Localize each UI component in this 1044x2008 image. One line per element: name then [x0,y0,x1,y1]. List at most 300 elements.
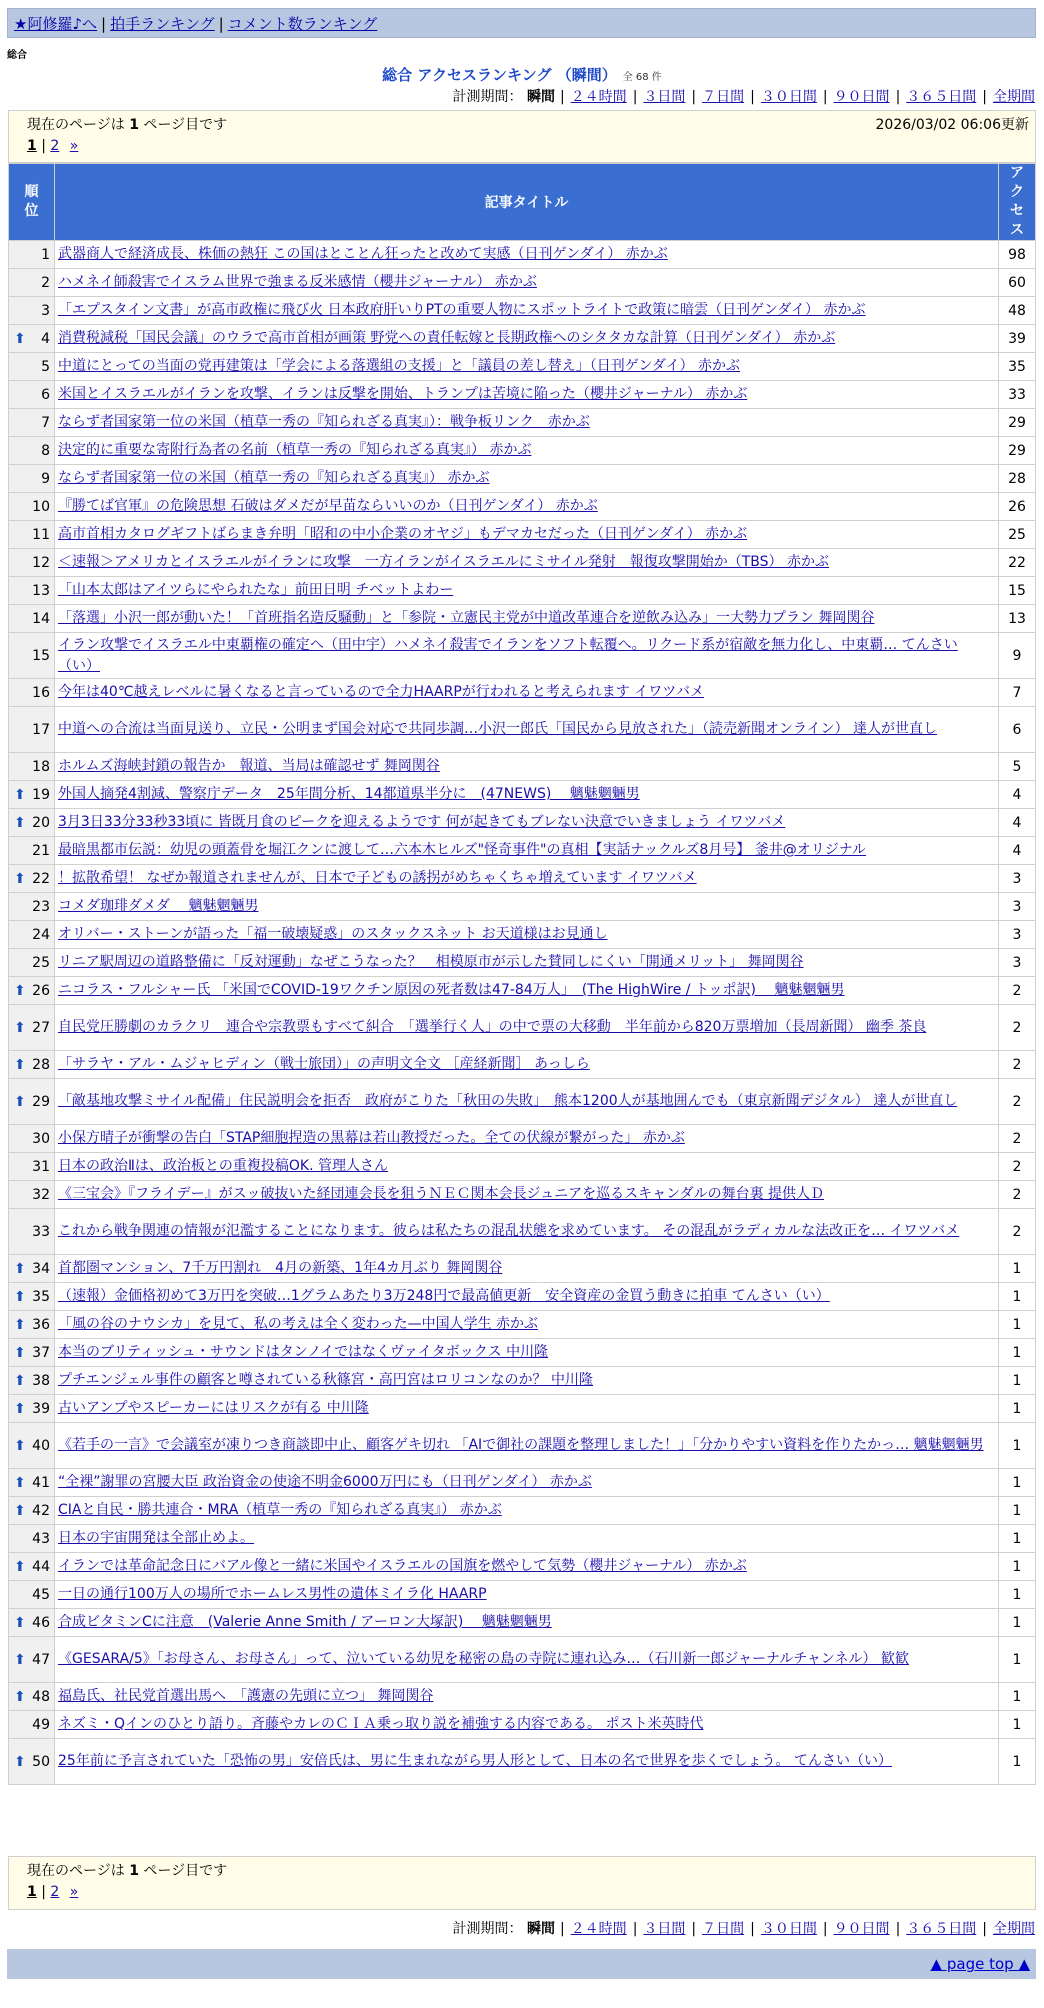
title-cell [55,837,999,865]
title-cell [55,679,999,707]
article-link[interactable]: 中道にとっての当面の党再建策は「学会による落選組の支援」と「議員の差し替え」（日刊ゲンダイ） 赤かぶ [58,358,741,374]
table-row [9,1051,1036,1079]
period-all[interactable]: 全期間 [993,1921,1035,1937]
access-count: 6 [999,707,1036,753]
col-title-header: 記事タイトル [55,164,999,241]
article-link[interactable]: ニコラス・フルシャー氏 「米国でCOVID-19ワクチン原因の死者数は47-84万人」 (The HighWire / トッポ訳) 魑魅魍魎男 [58,982,845,998]
rank-number: 13 [32,582,50,599]
rank-cell [9,1339,55,1367]
period-label: 計測期間： [452,1921,523,1937]
total-count: 全 68 件 [622,72,662,83]
article-link[interactable]: 「風の谷のナウシカ」を見て、私の考えは全く変わった—中国人学生 赤かぶ [58,1316,539,1332]
rank-cell [9,465,55,493]
access-count: 29 [999,409,1036,437]
article-link[interactable]: イランでは革命記念日にバアル像と一緒に米国やイスラエルの国旗を燃やして気勢（櫻井ジャーナル） 赤かぶ [58,1558,747,1574]
ranking-table [8,163,1036,1785]
rank-number: 32 [32,1186,50,1203]
table-row [9,325,1036,353]
table-row [9,753,1036,781]
article-link[interactable]: 25年前に予言されていた「恐怖の男」安倍氏は、男に生まれながら男人形として、日本の名で世界を歩くでしょう。 てんさい（い） [58,1753,892,1769]
rank-number: 6 [41,386,50,403]
period-365d[interactable]: ３６５日間 [906,1921,977,1937]
rank-number: 3 [41,302,50,319]
rank-cell [9,1255,55,1283]
access-count: 15 [999,577,1036,605]
title-cell [55,893,999,921]
page-info-top [8,110,1036,163]
rank-cell [9,949,55,977]
rank-number: 17 [32,721,50,738]
access-count: 4 [999,837,1036,865]
period-selector-bottom: 計測期間： 瞬間 | ２４時間 | ３日間 | ７日間 | ３０日間 | ９０日間 | ３６５日間 | 全期間 [452,1921,1035,1937]
article-link[interactable]: ハメネイ師殺害でイスラム世界で強まる反米感情（櫻井ジャーナル） 赤かぶ [58,274,537,290]
article-link[interactable]: （速報）金価格初めて3万円を突破…1グラムあたり3万248円で最高値更新 安全資産の金買う動きに拍車 てんさい（い） [58,1288,830,1304]
rank-number: 33 [32,1223,50,1240]
table-row [9,1525,1036,1553]
table-row [9,977,1036,1005]
article-link[interactable]: 「落選」小沢一郎が動いた！「首班指名造反騒動」と「参院・立憲民主党が中道改革連合を逆飲み込み」一大勢力プラン 舞岡関谷 [58,610,875,626]
page-1-current: 1 [27,1884,37,1900]
period-3d[interactable]: ３日間 [643,1921,686,1937]
article-link[interactable]: ホルムズ海峡封鎖の報告か 報道、当局は確認せず 舞岡関谷 [58,758,440,774]
table-row [9,1209,1036,1255]
article-link[interactable]: ならず者国家第一位の米国（植草一秀の『知られざる真実』） 赤かぶ [58,470,490,486]
next-page-link[interactable]: » [69,1884,79,1900]
period-24h[interactable]: ２４時間 [570,1921,627,1937]
title-cell [55,1283,999,1311]
article-link[interactable]: 小保方晴子が衝撃の告白「STAP細胞捏造の黒幕は若山教授だった。全ての伏線が繋がった」 赤かぶ [58,1130,685,1146]
table-row [9,1339,1036,1367]
period-3d[interactable]: ３日間 [643,89,686,105]
article-link[interactable]: 古いアンプやスピーカーにはリスクが有る 中川隆 [58,1400,369,1416]
rank-number: 45 [32,1586,50,1603]
rank-number: 49 [32,1716,50,1733]
access-count: 26 [999,493,1036,521]
rank-number: 12 [32,554,50,571]
title-cell [55,1553,999,1581]
access-count: 22 [999,549,1036,577]
rank-cell [9,605,55,633]
rank-cell [9,1283,55,1311]
article-link[interactable]: 本当のブリティッシュ・サウンドはタンノイではなくヴァイタボックス 中川隆 [58,1344,549,1360]
access-count: 13 [999,605,1036,633]
title-cell [55,1125,999,1153]
table-row [9,633,1036,679]
rank-cell [9,1581,55,1609]
article-link[interactable]: 合成ビタミンCに注意 (Valerie Anne Smith / アーロン大塚訳) 魑魅魍魎男 [58,1614,552,1630]
rank-cell [9,269,55,297]
title-cell [55,493,999,521]
article-link[interactable]: “全裸”謝罪の宮腰大臣 政治資金の使途不明金6000万円にも（日刊ゲンダイ） 赤かぶ [58,1474,592,1490]
separator: | [218,15,224,33]
access-count: 7 [999,679,1036,707]
title-cell [55,381,999,409]
access-count: 1 [999,1367,1036,1395]
applause-ranking-link[interactable]: 拍手ランキング [110,15,215,33]
rank-up-arrow-icon: ⬆ [14,1474,26,1491]
access-count: 1 [999,1283,1036,1311]
rank-cell [9,809,55,837]
period-90d[interactable]: ９０日間 [833,1921,890,1937]
rank-number: 41 [32,1474,50,1491]
rank-cell [9,1153,55,1181]
title-cell [55,949,999,977]
rank-number: 9 [41,470,50,487]
period-30d[interactable]: ３０日間 [760,89,817,105]
rank-cell [9,1739,55,1785]
article-link[interactable]: コメダ珈琲ダメダ 魑魅魍魎男 [58,898,259,914]
article-link[interactable]: 3月3日33分33秒33頃に 皆既月食のピークを迎えるようです 何が起きてもブレない決意でいきましょう イワツバメ [58,814,786,830]
period-all[interactable]: 全期間 [993,89,1035,105]
rank-cell [9,549,55,577]
rank-up-arrow-icon: ⬆ [14,1288,26,1305]
title-cell [55,465,999,493]
table-row [9,1283,1036,1311]
rank-number: 34 [32,1260,50,1277]
rank-up-arrow-icon: ⬆ [14,1437,26,1454]
article-link[interactable]: ならず者国家第一位の米国（植草一秀の『知られざる真実』）：戦争板リンク 赤かぶ [58,414,590,430]
article-link[interactable]: 米国とイスラエルがイランを攻撃、イランは反撃を開始、トランプは苦境に陥った（櫻井ジャーナル） 赤かぶ [58,386,748,402]
article-link[interactable]: 福島氏、社民党首選出馬へ 「護憲の先頭に立つ」 舞岡関谷 [58,1688,434,1704]
rank-cell [9,1005,55,1051]
access-count: 48 [999,297,1036,325]
rank-number: 20 [32,814,50,831]
rank-cell [9,707,55,753]
access-count: 2 [999,1079,1036,1125]
period-365d[interactable]: ３６５日間 [906,89,977,105]
period-24h[interactable]: ２４時間 [570,89,627,105]
table-row [9,1311,1036,1339]
rank-cell [9,1209,55,1255]
title-cell [55,1209,999,1255]
article-link[interactable]: 「サラヤ・アル・ムジャヒディン（戦士旅団）」の声明文全文 ［産経新聞］ あっしら [58,1056,590,1072]
rank-number: 30 [32,1130,50,1147]
table-row [9,1255,1036,1283]
access-count: 1 [999,1683,1036,1711]
article-link[interactable]: ＜速報＞アメリカとイスラエルがイランに攻撃 一方イランがイスラエルにミサイル発射 報復攻撃開始か（TBS） 赤かぶ [58,554,830,570]
article-link[interactable]: これから戦争関連の情報が氾濫することになります。彼らは私たちの混乱状態を求めています。 その混乱がラディカルな法改正を… イワツバメ [58,1223,960,1239]
access-count: 1 [999,1255,1036,1283]
article-link[interactable]: CIAと自民・勝共連合・MRA（植草一秀の『知られざる真実』） 赤かぶ [58,1502,502,1518]
title-cell [55,1079,999,1125]
article-link[interactable]: 消費税減税「国民会議」のウラで高市首相が画策 野党への責任転嫁と長期政権へのシタタカな計算（日刊ゲンダイ） 赤かぶ [58,330,836,346]
access-count: 9 [999,633,1036,679]
rank-cell [9,493,55,521]
page-2-link[interactable]: 2 [50,1884,60,1900]
article-link[interactable]: 日本の宇宙開発は全部止めよ。 [58,1530,254,1546]
article-link[interactable]: 『勝てば官軍』の危険思想 石破はダメだが早苗ならいいのか（日刊ゲンダイ） 赤かぶ [58,498,598,514]
rank-up-arrow-icon: ⬆ [14,330,26,347]
rank-cell [9,1711,55,1739]
table-row [9,1469,1036,1497]
period-label: 計測期間： [452,89,523,105]
rank-number: 7 [41,414,50,431]
title-cell [55,1367,999,1395]
separator: | [101,15,107,33]
access-count: 3 [999,949,1036,977]
article-link[interactable]: 自民党圧勝劇のカラクリ 連合や宗教票もすべて糾合 「選挙行く人」の中で票の大移動 半年前から820万票増加（長周新聞） 幽季 茶良 [58,1019,927,1035]
article-link[interactable]: イラン攻撃でイスラエル中東覇権の確定へ（田中宇）ハメネイ殺害でイランをソフト転覆へ。リクード系が宿敵を無力化し、中東覇… てんさい（い） [58,636,958,674]
rank-number: 48 [32,1688,50,1705]
table-row [9,865,1036,893]
table-row [9,1711,1036,1739]
rank-number: 16 [32,684,50,701]
article-link[interactable]: 「山本太郎はアイツらにやられたな」前田日明 チベットよわー [58,582,454,598]
rank-number: 22 [32,870,50,887]
article-link[interactable]: 外国人摘発4割減、警察庁データ 25年間分析、14都道県半分に (47NEWS) 魑魅魍魎男 [58,786,640,802]
table-row [9,781,1036,809]
rank-cell [9,1311,55,1339]
rank-cell [9,1525,55,1553]
rank-cell [9,633,55,679]
article-link[interactable]: 「敵基地攻撃ミサイル配備」住民説明会を拒否 政府がこりた「秋田の失敗」 熊本1200人が基地囲んでも（東京新聞デジタル） 達人が世直し [58,1093,958,1109]
rank-number: 42 [32,1502,50,1519]
access-count: 1 [999,1711,1036,1739]
rank-up-arrow-icon: ⬆ [14,814,26,831]
table-row [9,1125,1036,1153]
table-row [9,241,1036,269]
title-cell [55,605,999,633]
title-cell [55,1423,999,1469]
title-cell [55,865,999,893]
rank-cell [9,1395,55,1423]
table-row [9,949,1036,977]
rank-up-arrow-icon: ⬆ [14,1753,26,1770]
rank-number: 25 [32,954,50,971]
rank-up-arrow-icon: ⬆ [14,1502,26,1519]
title-cell [55,353,999,381]
rank-cell [9,781,55,809]
rank-up-arrow-icon: ⬆ [14,982,26,999]
title-cell [55,1609,999,1637]
table-row [9,269,1036,297]
title-cell [55,781,999,809]
rank-cell [9,521,55,549]
rank-up-arrow-icon: ⬆ [14,1558,26,1575]
rank-number: 10 [32,498,50,515]
rank-cell [9,1497,55,1525]
article-link[interactable]: ネズミ・Qインのひとり語り。斉藤やカレのＣＩＡ乗っ取り説を補強する内容である。 ポスト米英時代 [58,1716,704,1732]
article-link[interactable]: 日本の政治Ⅱは、政治板との重複投稿OK. 管理人さん [58,1158,388,1174]
current-page-text: 現在のページは 1 ページ目です [27,117,228,133]
rank-up-arrow-icon: ⬆ [14,1614,26,1631]
rank-number: 39 [32,1400,50,1417]
access-count: 3 [999,865,1036,893]
article-link[interactable]: 最暗黒都市伝説：幼児の頭蓋骨を堀江クンに渡して…六本木ヒルズ"怪奇事件"の真相【実話ナックルズ8月号】 釜井@オリジナル [58,842,866,858]
rank-number: 5 [41,358,50,375]
table-row [9,837,1036,865]
asyura-home-link[interactable]: ★阿修羅♪へ [14,15,98,33]
article-link[interactable]: プチエンジェル事件の顧客と噂されている秋篠宮・高円宮はロリコンなのか？ 中川隆 [58,1372,593,1388]
article-link[interactable]: 決定的に重要な寄附行為者の名前（植草一秀の『知られざる真実』） 赤かぶ [58,442,532,458]
article-link[interactable]: オリバー・ストーンが語った「福一破壊疑惑」のスタックスネット お天道様はお見通し [58,926,608,942]
title-cell [55,549,999,577]
rank-number: 36 [32,1316,50,1333]
access-count: 2 [999,1051,1036,1079]
access-count: 33 [999,381,1036,409]
rank-cell [9,381,55,409]
comment-ranking-link[interactable]: コメント数ランキング [227,15,378,33]
rank-number: 46 [32,1614,50,1631]
rank-cell [9,325,55,353]
rank-number: 40 [32,1437,50,1454]
rank-up-arrow-icon: ⬆ [14,870,26,887]
title-cell [55,297,999,325]
rank-number: 11 [32,526,50,543]
access-count: 1 [999,1581,1036,1609]
title-cell [55,809,999,837]
title-cell [55,633,999,679]
rank-cell [9,409,55,437]
access-count: 2 [999,1209,1036,1255]
rank-cell [9,1553,55,1581]
col-rank-header: 順位 [9,164,55,241]
article-link[interactable]: 中道への合流は当面見送り、立民・公明まず国会対応で共同歩調…小沢一郎氏「国民から見放された」（読売新聞オンライン） 達人が世直し [58,721,938,737]
period-30d[interactable]: ３０日間 [760,1921,817,1937]
period-current: 瞬間 [526,89,555,105]
table-row [9,549,1036,577]
table-row [9,1005,1036,1051]
rank-number: 35 [32,1288,50,1305]
rank-cell [9,1125,55,1153]
access-count: 39 [999,325,1036,353]
access-count: 1 [999,1395,1036,1423]
page-title [0,64,1044,85]
article-link[interactable]: 「エプスタイン文書」が高市政権に飛び火 日本政府肝いりPTの重要人物にスポットライトで政策に暗雲（日刊ゲンダイ） 赤かぶ [58,302,866,318]
page-info-bottom [8,1856,1036,1910]
access-count: 35 [999,353,1036,381]
ranking-rows [9,241,1036,1785]
access-count: 2 [999,1153,1036,1181]
period-current: 瞬間 [526,1921,555,1937]
title-cell [55,753,999,781]
rank-cell [9,893,55,921]
article-link[interactable]: 武器商人で経済成長、株価の熱狂 この国はとことん狂ったと改めて実感（日刊ゲンダイ） 赤かぶ [58,246,668,262]
table-row [9,1079,1036,1125]
table-row [9,1497,1036,1525]
rank-up-arrow-icon: ⬆ [14,1651,26,1668]
rank-cell [9,1469,55,1497]
rank-number: 28 [32,1056,50,1073]
title-cell [55,409,999,437]
access-count: 2 [999,977,1036,1005]
title-cell [55,1683,999,1711]
article-link[interactable]: 今年は40℃越えレベルに暑くなると言っているので全力HAARPが行われると考えられます イワツバメ [58,684,704,700]
article-link[interactable]: 《若手の一言》で会議室が凍りつき商談即中止、顧客ゲキ切れ 「AIで御社の課題を整理しました！」「分かりやすい資料を作りたかっ… 魑魅魍魎男 [58,1437,984,1453]
access-count: 4 [999,809,1036,837]
article-link[interactable]: 《三宝会》『フライデー』がスッ破抜いた経団連会長を狙うＮＥＣ関本会長ジュニアを巡るスキャンダルの舞台裏 提供人Ｄ [58,1186,825,1202]
article-link[interactable]: ！拡散希望！ なぜか報道されませんが、日本で子どもの誘拐がめちゃくちゃ増えています イワツバメ [58,870,697,886]
rank-cell [9,977,55,1005]
rank-number: 8 [41,442,50,459]
access-count: 4 [999,781,1036,809]
title-cell [55,325,999,353]
rank-cell [9,353,55,381]
table-row [9,809,1036,837]
rank-cell [9,1051,55,1079]
title-cell [55,1181,999,1209]
title-cell [55,1525,999,1553]
title-cell [55,1311,999,1339]
table-row [9,893,1036,921]
rank-cell [9,1367,55,1395]
rank-number: 4 [41,330,50,347]
article-link[interactable]: リニア駅周辺の道路整備に「反対運動」なぜこうなった？ 相模原市が示した賛同しにくい「開通メリット」 舞岡関谷 [58,954,804,970]
page-top-link[interactable]: ▲ page top ▲ [930,1955,1030,1973]
pagination: 1 | 2 » [27,138,79,154]
table-row [9,1423,1036,1469]
rank-cell [9,837,55,865]
table-row [9,521,1036,549]
table-row [9,707,1036,753]
rank-cell [9,297,55,325]
rank-number: 21 [32,842,50,859]
table-row [9,577,1036,605]
period-90d[interactable]: ９０日間 [833,89,890,105]
article-link[interactable]: 首都圏マンション、7千万円割れ 4月の新築、1年4カ月ぶり 舞岡関谷 [58,1260,503,1276]
table-row [9,1739,1036,1785]
access-count: 1 [999,1609,1036,1637]
table-row [9,605,1036,633]
title-cell [55,977,999,1005]
next-page-link[interactable]: » [69,138,79,154]
table-row [9,1609,1036,1637]
table-row [9,1395,1036,1423]
rank-cell [9,753,55,781]
access-count: 1 [999,1469,1036,1497]
rank-cell [9,241,55,269]
bottom-bar [7,1949,1036,1979]
rank-up-arrow-icon: ⬆ [14,1372,26,1389]
access-count: 5 [999,753,1036,781]
access-count: 98 [999,241,1036,269]
rank-number: 29 [32,1093,50,1110]
rank-number: 43 [32,1530,50,1547]
article-link[interactable]: 《GESARA/5》「お母さん、お母さん」って、泣いている幼児を秘密の島の寺院に連れ込み…（石川新一郎ジャーナルチャンネル） 歓歓 [58,1651,909,1667]
table-row [9,1367,1036,1395]
access-count: 60 [999,269,1036,297]
table-row [9,465,1036,493]
article-link[interactable]: 高市首相カタログギフトばらまき弁明「昭和の中小企業のオヤジ」もデマカセだった（日刊ゲンダイ） 赤かぶ [58,526,748,542]
table-header-row [9,164,1036,241]
rank-number: 18 [32,758,50,775]
title-cell [55,577,999,605]
period-7d[interactable]: ７日間 [702,89,745,105]
table-row [9,409,1036,437]
rank-cell [9,1637,55,1683]
access-count: 2 [999,1005,1036,1051]
table-row [9,297,1036,325]
table-row [9,1153,1036,1181]
table-row [9,381,1036,409]
pagination: 1 | 2 » [27,1884,79,1900]
article-link[interactable]: 一日の通行100万人の場所でホームレス男性の遺体ミイラ化 HAARP [58,1586,487,1602]
title-cell [55,1051,999,1079]
table-row [9,679,1036,707]
page-1-current: 1 [27,138,37,154]
title-cell [55,1255,999,1283]
table-row [9,1553,1036,1581]
title-cell [55,1339,999,1367]
rank-cell [9,577,55,605]
rank-up-arrow-icon: ⬆ [14,1019,26,1036]
title-cell [55,707,999,753]
rank-number: 50 [32,1753,50,1770]
page-2-link[interactable]: 2 [50,138,60,154]
rank-number: 31 [32,1158,50,1175]
rank-number: 38 [32,1372,50,1389]
period-7d[interactable]: ７日間 [702,1921,745,1937]
